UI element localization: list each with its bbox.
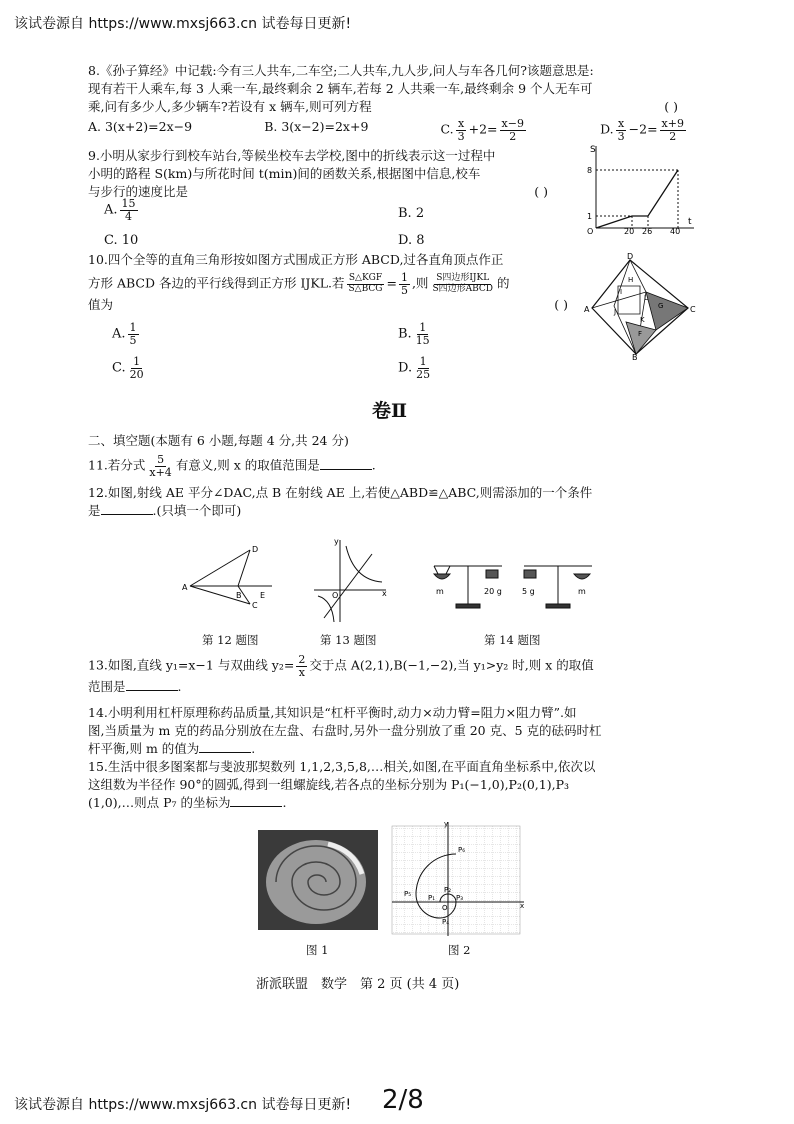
question-12 (88, 484, 708, 520)
question-10 (88, 251, 588, 314)
q10-square-figure (584, 252, 696, 360)
page-indicator: 2/8 (382, 1085, 424, 1115)
label-P4: P₄ (442, 918, 450, 926)
axis-y-label: y (334, 537, 339, 546)
caption-12: 第 12 题图 (202, 633, 259, 647)
q9-line2: 小明的路程 S(km)与所花时间 t(min)间的函数关系,根据图中信息,校车 (88, 166, 481, 182)
q15-line3: (1,0),…则点 P₇ 的坐标为 . (88, 795, 287, 811)
q10-line2: 方形 ABCD 各边的平行线得到正方形 IJKL.若 $\frac{\text{S△KGF}}{\text{S△BCG}}$ = $\frac{1}{5}$ ,则 $\frac{\text{S四边形IJKL}}{\text{S四边形ABCD}}$ 的 (88, 271, 510, 297)
figure-12 (180, 540, 280, 610)
axis-x-label: x (520, 902, 525, 910)
label-B: B (236, 591, 242, 600)
q9-option-d[interactable]: D. 8 (398, 233, 425, 248)
q14-line3: 杆平衡,则 m 的值为 . (88, 741, 256, 757)
q10-option-c[interactable]: C. $\frac{1}{20}$ (112, 355, 144, 381)
label-P3: P₃ (456, 894, 464, 902)
origin-label: O (587, 227, 594, 234)
label-C: C (252, 601, 258, 610)
axis-y-label: y (444, 820, 449, 828)
q8-option-b[interactable]: B. 3(x−2)=2x+9 (264, 119, 369, 135)
source-header: 该试卷源自 https://www.mxsj663.cn 试卷每日更新! (14, 16, 352, 32)
label-L: L (644, 294, 648, 302)
q10-option-a[interactable]: A. $\frac{1}{5}$ (112, 321, 137, 347)
label-G: G (658, 302, 664, 310)
answer-blank[interactable] (199, 740, 251, 753)
question-8 (88, 62, 708, 142)
label-m-right: m (578, 587, 586, 596)
label-F: F (638, 330, 643, 338)
q12-line1: 12.如图,射线 AE 平分∠DAC,点 B 在射线 AE 上,若使△ABD≌△ABC,则需添加的一个条件 (88, 485, 593, 500)
q9-option-b[interactable]: B. 2 (398, 206, 425, 221)
label-A: A (584, 305, 590, 314)
answer-blank[interactable] (101, 502, 153, 515)
label-H: H (628, 276, 634, 284)
answer-paren[interactable]: ( ) (664, 99, 678, 115)
question-11: 11.若分式 $\frac{5}{x+4}$ 有意义,则 x 的取值范围是 . (88, 453, 376, 479)
q9-option-c[interactable]: C. 10 (104, 233, 139, 248)
figure-15-2-spiral (388, 820, 528, 938)
q9-line3: 与步行的速度比是 ( ) (88, 183, 588, 201)
label-D: D (252, 545, 259, 554)
answer-paren[interactable]: ( ) (554, 297, 568, 313)
question-9 (88, 147, 588, 201)
caption-13: 第 13 题图 (320, 633, 377, 647)
fill-in-title: 二、填空题(本题有 6 小题,每题 4 分,共 24 分) (88, 433, 349, 448)
caption-fig1: 图 1 (306, 943, 329, 957)
q15-line2: 这组数为半径作 90°的圆弧,得到一组螺旋线,若各点的坐标分别为 P₁(−1,0),P₂(0,1),P₃ (88, 777, 570, 793)
origin-label: O (332, 591, 339, 600)
q8-line3: 乘,问有多少人,多少辆车?若设有 x 辆车,则可列方程 ( ) (88, 98, 708, 116)
q10-option-d[interactable]: D. $\frac{1}{25}$ (398, 355, 431, 381)
tick-y1: 1 (587, 212, 593, 221)
answer-blank[interactable] (126, 678, 178, 691)
label-C: C (690, 305, 696, 314)
tick-y8: 8 (587, 166, 593, 175)
q8-options (88, 118, 688, 142)
label-P2: P₂ (444, 886, 452, 894)
label-20g: 20 g (484, 587, 502, 596)
answer-blank[interactable] (320, 457, 372, 470)
q10-line1: 10.四个全等的直角三角形按如图方式围成正方形 ABCD,过各直角顶点作正 (88, 252, 504, 267)
q12-line2: 是 .(只填一个即可) (88, 503, 242, 519)
q9-line1: 9.小明从家步行到校车站台,等候坐校车去学校,图中的折线表示这一过程中 (88, 148, 496, 163)
s-t-polyline (596, 170, 678, 228)
page-footer: 浙派联盟 数学 第 2 页 (共 4 页) (256, 977, 460, 992)
q13-line2: 范围是 . (88, 679, 182, 695)
origin-label: O (442, 904, 448, 912)
section-title: 卷Ⅱ (372, 400, 408, 422)
label-E: E (260, 591, 266, 600)
label-K: K (640, 316, 645, 324)
q15-line1: 15.生活中很多图案都与斐波那契数列 1,1,2,3,5,8,…相关,如图,在平面直角坐标系中,依次以 (88, 759, 596, 774)
axis-s-label: S (590, 145, 596, 155)
question-13 (88, 654, 708, 696)
figure-15-1-nautilus-photo (258, 830, 378, 930)
label-J: J (614, 308, 617, 316)
caption-fig2: 图 2 (448, 943, 471, 957)
label-m-left: m (436, 587, 444, 596)
tick-x26: 26 (642, 227, 653, 234)
q8-option-c[interactable]: C. $\frac{x}{3}$ +2= $\frac{x-9}{2}$ (440, 117, 524, 143)
q10-option-b[interactable]: B. $\frac{1}{15}$ (398, 321, 430, 347)
label-D: D (627, 252, 634, 261)
axis-x-label: x (382, 589, 387, 598)
question-15 (88, 758, 708, 812)
axis-t-label: t (688, 217, 692, 227)
q8-option-d[interactable]: D. $\frac{x}{3}$ −2= $\frac{x+9}{2}$ (600, 117, 684, 143)
q9-graph (582, 142, 697, 234)
label-B: B (632, 353, 638, 360)
q9-option-a[interactable]: A. $\frac{15}{4}$ (104, 197, 136, 223)
figure-13 (310, 536, 390, 626)
label-P1: P₁ (428, 894, 436, 902)
question-14 (88, 704, 708, 758)
label-A: A (182, 583, 188, 592)
answer-blank[interactable] (230, 794, 282, 807)
answer-paren[interactable]: ( ) (534, 184, 548, 200)
label-I: I (620, 288, 623, 296)
label-P5: P₅ (404, 890, 412, 898)
figure-14 (428, 556, 608, 614)
q14-line1: 14.小明利用杠杆原理称药品质量,其知识是“杠杆平衡时,动力×动力臂=阻力×阻力臂”.如 (88, 705, 577, 720)
tick-x40: 40 (670, 227, 681, 234)
label-P6: P₆ (458, 846, 466, 854)
tick-x20: 20 (624, 227, 635, 234)
q8-line2: 现有若干人乘车,每 3 人乘一车,最终剩余 2 辆车,若每 2 人共乘一车,最终剩余 9 个人无车可 (88, 81, 593, 97)
q14-line2: 图,当质量为 m 克的药品分别放在左盘、右盘时,另外一盘分别放了重 20 克、5 克的砝码时杠 (88, 723, 602, 739)
source-footer: 该试卷源自 https://www.mxsj663.cn 试卷每日更新! (14, 1097, 352, 1113)
caption-14: 第 14 题图 (484, 633, 541, 647)
q13-line1: 13.如图,直线 y₁=x−1 与双曲线 y₂= $\frac{2}{x}$ 交于点 A(2,1),B(−1,−2),当 y₁>y₂ 时,则 x 的取值 (88, 653, 594, 679)
q8-line1: 8.《孙子算经》中记载:今有三人共车,二车空;二人共车,九人步,问人与车各几何?该题意思是: (88, 63, 594, 78)
q8-option-a[interactable]: A. 3(x+2)=2x−9 (88, 119, 193, 135)
q10-line3: 值为 ( ) (88, 296, 588, 314)
label-5g: 5 g (522, 587, 535, 596)
